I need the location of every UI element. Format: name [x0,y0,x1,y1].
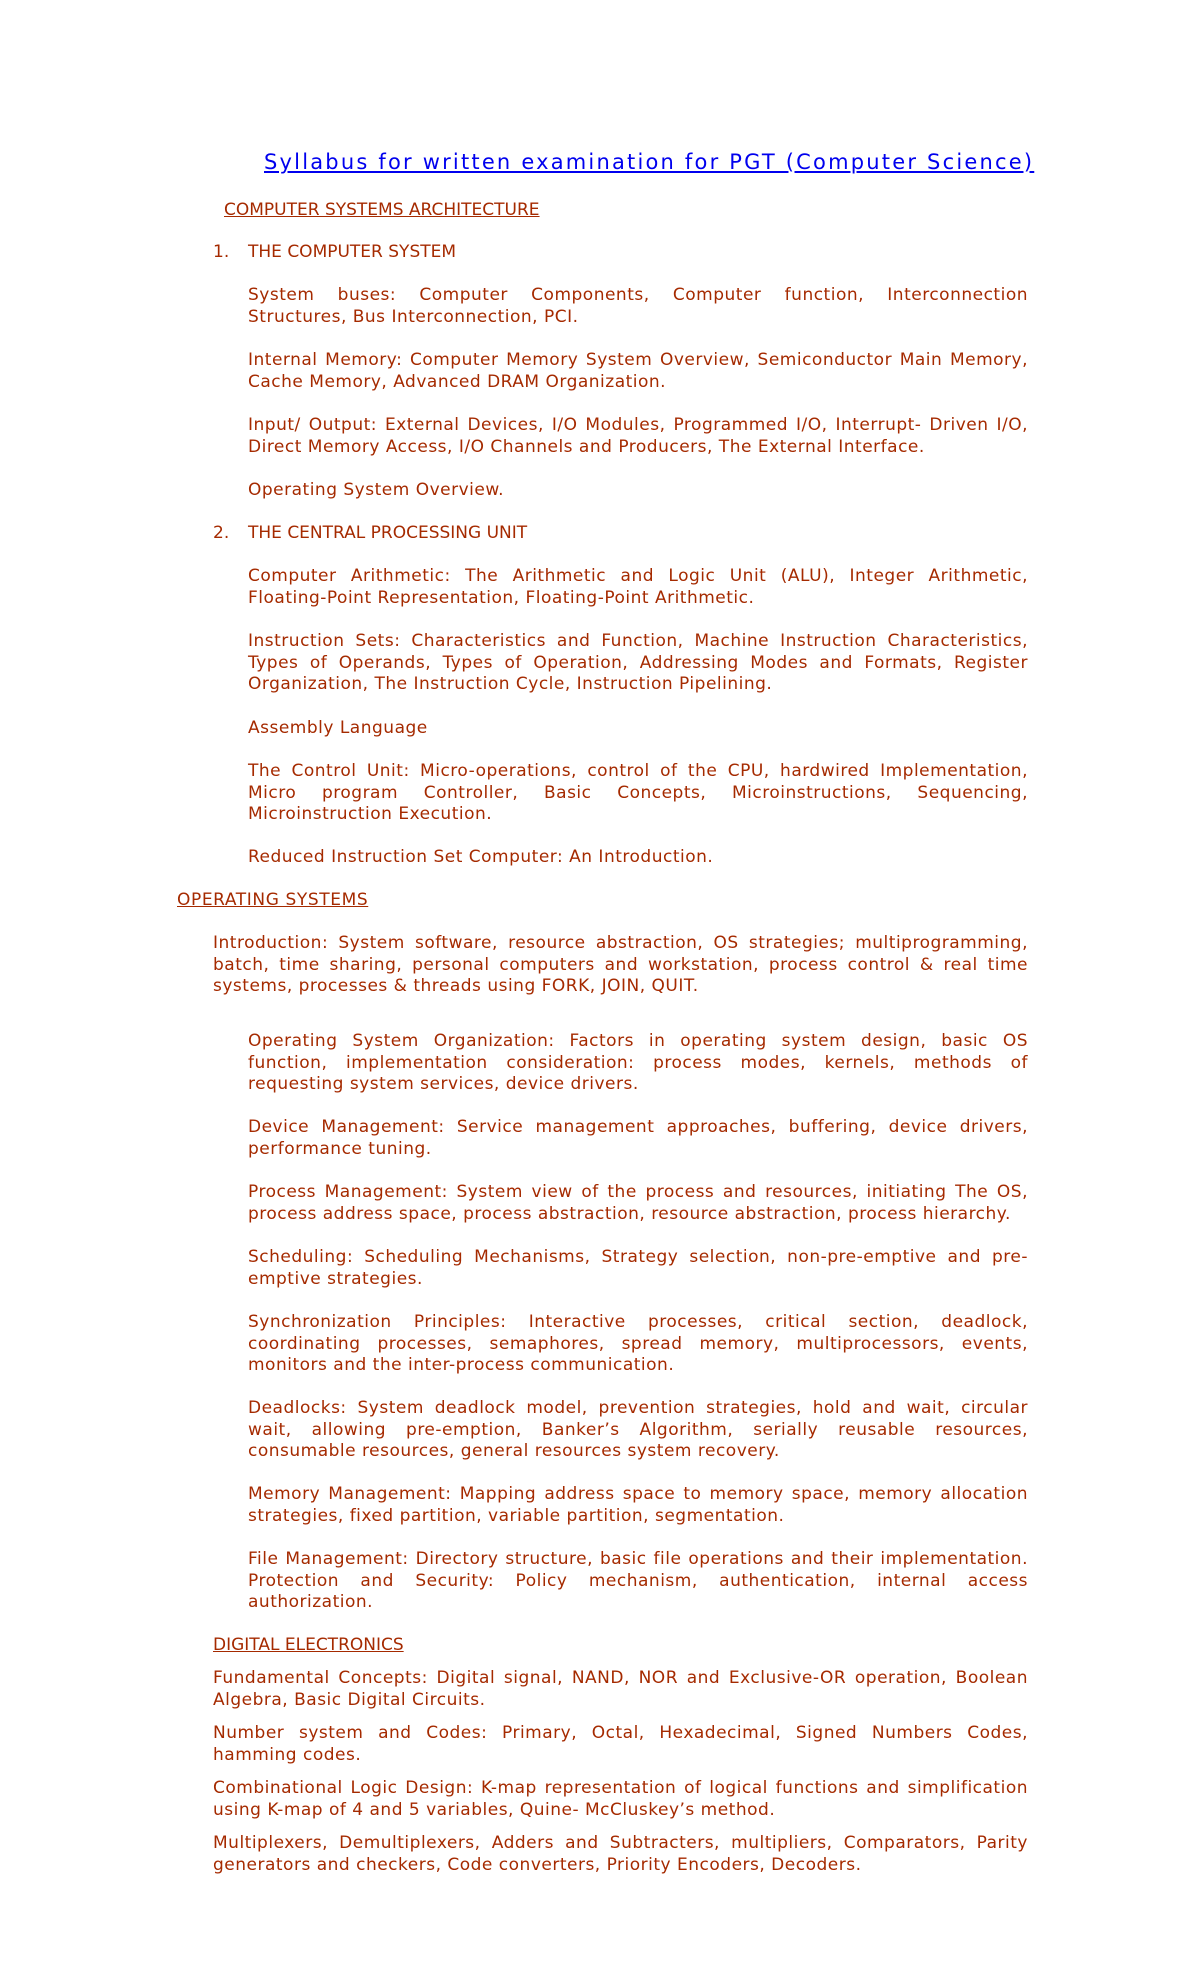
paragraph-os-introduction: Introduction: System software, resource abstraction, OS strategies; multiprogramming, batch, time sharing, personal computers and workstation, process control & real time systems, processes & threads using FORK, JOIN, QUIT. [213,933,1028,996]
paragraph-deadlocks: Deadlocks: System deadlock model, prevention strategies, hold and wait, circular wait, allowing pre-emption, Banker’s Algorithm, serially reusable resources, consumable resources, general resources system recovery. [248,1398,1028,1461]
page-title: Syllabus for written examination for PGT (Computer Science) [264,150,1035,174]
subsection-number-1: 1. [213,242,230,262]
paragraph-file-management: File Management: Directory structure, basic file operations and their implementation. Protection and Security: Policy mechanism, authentication, internal access authorization. [248,1549,1028,1612]
section-heading-csa: COMPUTER SYSTEMS ARCHITECTURE [224,200,540,220]
paragraph-system-buses: System buses: Computer Components, Computer function, Interconnection Structures, Bus Interconnection, PCI. [248,285,1028,327]
paragraph-control-unit: The Control Unit: Micro-operations, control of the CPU, hardwired Implementation, Micro program Controller, Basic Concepts, Microinstructions, Sequencing, Microinstruction Execution. [248,761,1028,824]
paragraph-synchronization: Synchronization Principles: Interactive processes, critical section, deadlock, coordinating processes, semaphores, spread memory, multiprocessors, events, monitors and the inter-process communication. [248,1312,1028,1375]
paragraph-fundamental-concepts: Fundamental Concepts: Digital signal, NAND, NOR and Exclusive-OR operation, Boolean Algebra, Basic Digital Circuits. [213,1668,1028,1710]
paragraph-memory-management: Memory Management: Mapping address space to memory space, memory allocation strategies, fixed partition, variable partition, segmentation. [248,1484,1028,1526]
paragraph-os-organization: Operating System Organization: Factors in operating system design, basic OS function, implementation consideration: process modes, kernels, methods of requesting system services, device drivers. [248,1031,1028,1094]
paragraph-multiplexers: Multiplexers, Demultiplexers, Adders and Subtracters, multipliers, Comparators, Parity generators and checkers, Code converters, Priority Encoders, Decoders. [213,1833,1028,1875]
paragraph-input-output: Input/ Output: External Devices, I/O Modules, Programmed I/O, Interrupt- Driven I/O, Direct Memory Access, I/O Channels and Producers, The External Interface. [248,415,1028,457]
paragraph-process-management: Process Management: System view of the process and resources, initiating The OS, process address space, process abstraction, resource abstraction, process hierarchy. [248,1182,1028,1224]
paragraph-device-management: Device Management: Service management approaches, buffering, device drivers, performance tuning. [248,1117,1028,1159]
paragraph-combinational-logic: Combinational Logic Design: K-map representation of logical functions and simplification using K-map of 4 and 5 variables, Quine- McCluskey’s method. [213,1778,1028,1820]
paragraph-scheduling: Scheduling: Scheduling Mechanisms, Strategy selection, non-pre-emptive and pre-emptive strategies. [248,1247,1028,1289]
paragraph-computer-arithmetic: Computer Arithmetic: The Arithmetic and Logic Unit (ALU), Integer Arithmetic, Floating-Point Representation, Floating-Point Arithmetic. [248,566,1028,608]
paragraph-os-overview: Operating System Overview. [248,480,505,500]
paragraph-number-system: Number system and Codes: Primary, Octal, Hexadecimal, Signed Numbers Codes, hamming codes. [213,1723,1028,1765]
paragraph-internal-memory: Internal Memory: Computer Memory System Overview, Semiconductor Main Memory, Cache Memory, Advanced DRAM Organization. [248,350,1028,392]
subsection-title-computer-system: THE COMPUTER SYSTEM [248,242,457,262]
paragraph-risc: Reduced Instruction Set Computer: An Introduction. [248,847,714,867]
section-heading-digital-electronics: DIGITAL ELECTRONICS [213,1635,404,1655]
section-heading-os: OPERATING SYSTEMS [177,890,369,910]
subsection-number-2: 2. [213,523,230,543]
paragraph-instruction-sets: Instruction Sets: Characteristics and Function, Machine Instruction Characteristics, Types of Operands, Types of Operation, Addressing Modes and Formats, Register Organization, The Instruction Cycle, Instruction Pipelining. [248,631,1028,694]
paragraph-assembly-language: Assembly Language [248,718,428,738]
subsection-title-cpu: THE CENTRAL PROCESSING UNIT [248,523,528,543]
